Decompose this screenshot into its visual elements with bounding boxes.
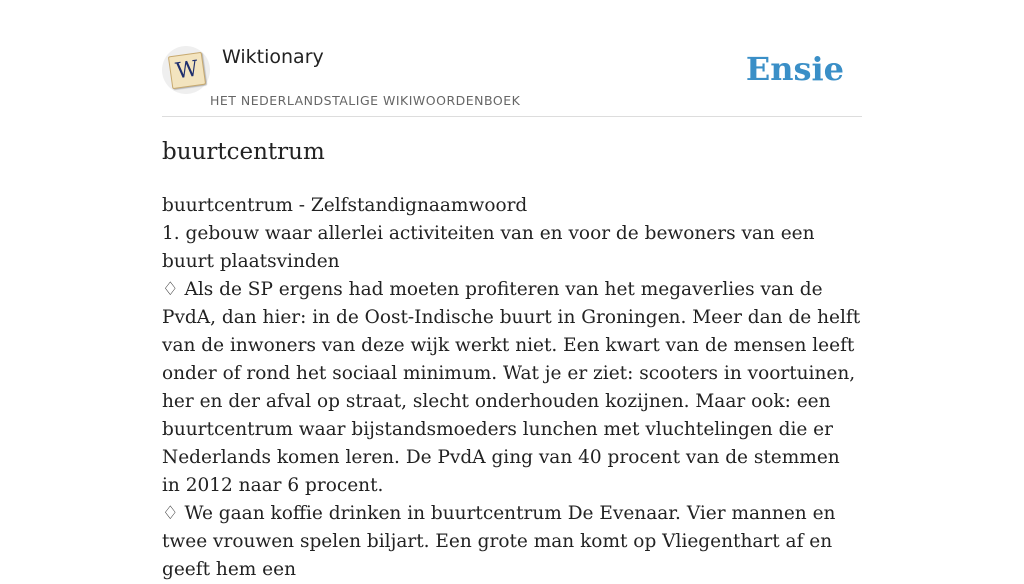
entry-heading: buurtcentrum - Zelfstandignaamwoord — [162, 195, 528, 216]
example-sentence: ♢ Als de SP ergens had moeten profiteren van het megaverlies van de PvdA, dan hier: in de Oost-Indische buurt in Groningen. Meer dan de helft van de inwoners van deze wijk werkt niet. Een kwart van de mensen leeft onder of rond het sociaal minimum. Wat je er ziet: scooters in voortuinen, her en der afval op straat, slecht onderhouden kozijnen. Maar ook: een buurtcentrum waar bijstandsmoeders lunchen met vluchtelingen die er Nederlands komen leren. De PvdA ging van 40 procent van de stemmen in 2012 naar 6 procent. — [162, 279, 861, 496]
page-container — [162, 0, 862, 580]
site-tagline: HET NEDERLANDSTALIGE WIKIWOORDENBOEK — [210, 93, 521, 108]
site-name[interactable]: Wiktionary — [222, 46, 324, 68]
wiktionary-logo-icon — [168, 52, 206, 89]
ensie-brand-link[interactable]: Ensie — [745, 50, 844, 88]
wiktionary-logo[interactable] — [162, 46, 210, 94]
page-title: buurtcentrum — [162, 139, 325, 165]
logo-letter: W — [174, 56, 200, 85]
entry-content — [162, 192, 862, 584]
example-sentence: ♢ We gaan koffie drinken in buurtcentrum De Evenaar. Vier mannen en twee vrouwen spelen biljart. Een grote man komt op Vliegenthart af en geeft hem een — [162, 503, 836, 580]
site-header — [162, 0, 862, 117]
entry-definition: 1. gebouw waar allerlei activiteiten van en voor de bewoners van een buurt plaatsvinden — [162, 223, 815, 272]
